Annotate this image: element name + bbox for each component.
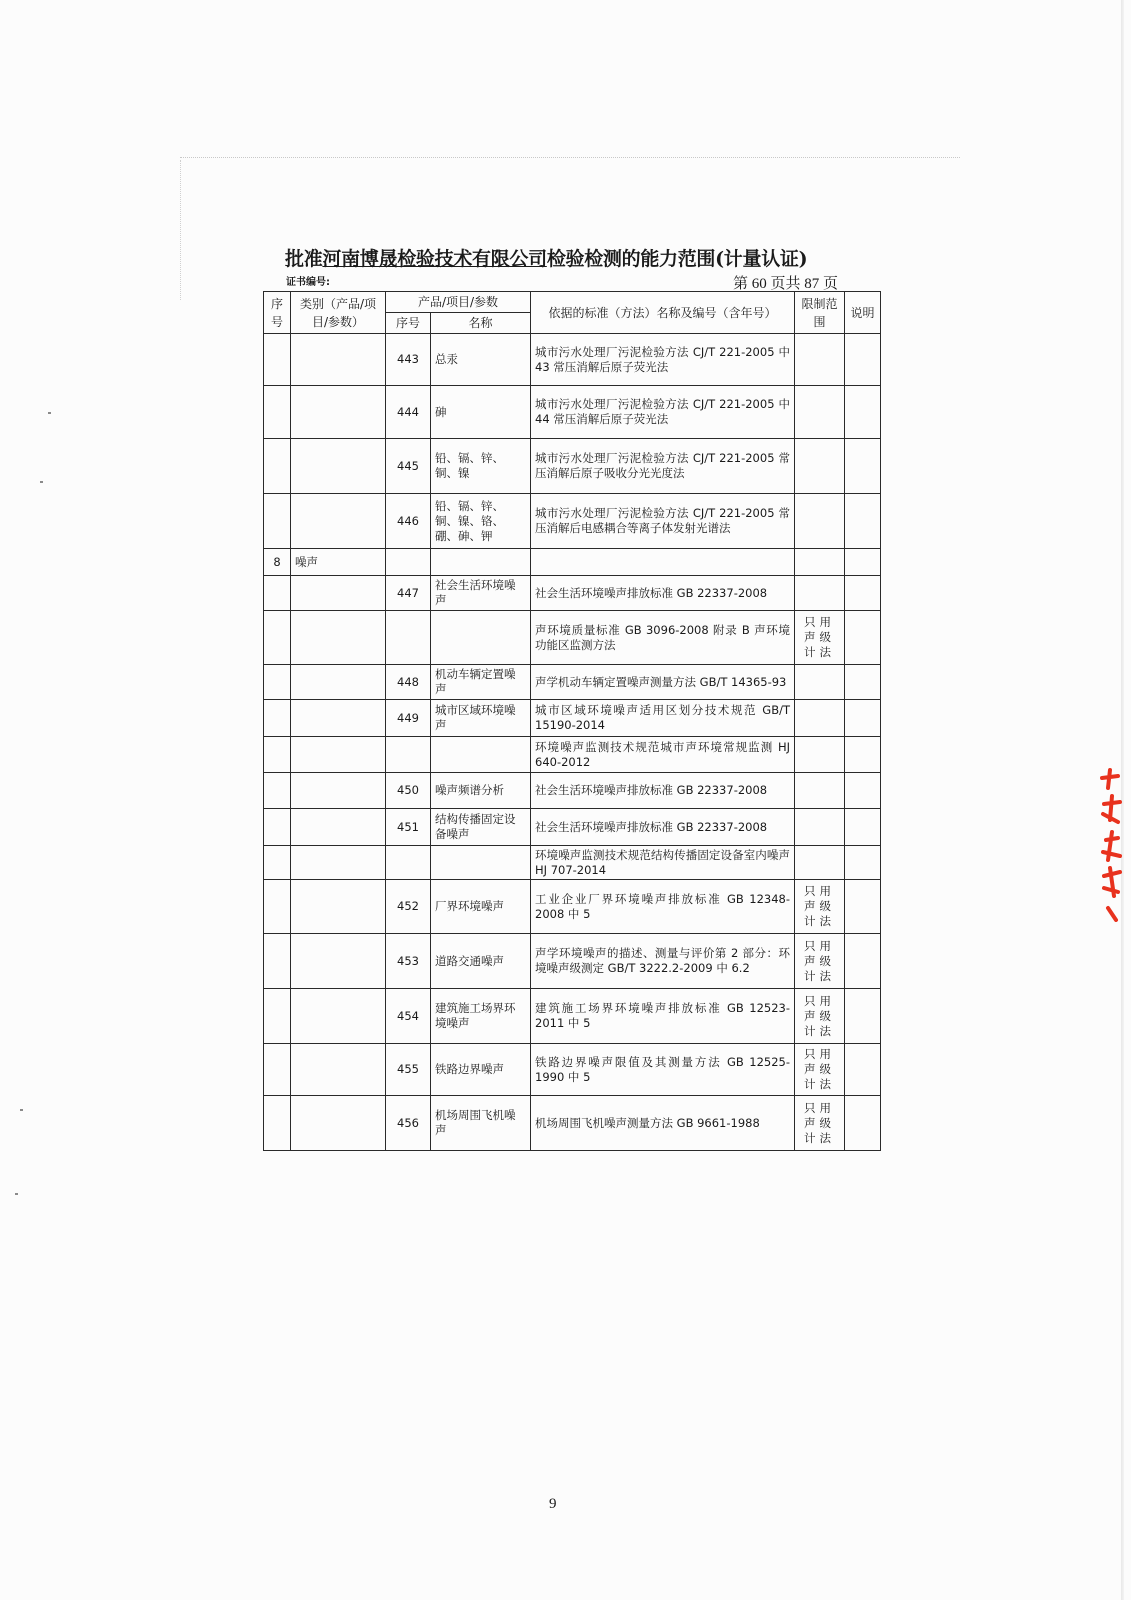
standard-cell: 建筑施工场界环境噪声排放标准 GB 12523-2011 中 5 — [531, 989, 795, 1044]
limit-cell — [795, 494, 845, 549]
note-cell — [845, 846, 881, 880]
note-cell — [845, 386, 881, 439]
item-name-cell: 铅、镉、锌、铜、镍、铬、硼、砷、钾 — [431, 494, 531, 549]
limit-cell: 只用声级计法 — [795, 1096, 845, 1151]
table-row — [264, 576, 881, 611]
table-row — [264, 700, 881, 737]
standard-cell: 城市污水处理厂污泥检验方法 CJ/T 221-2005 常压消解后电感耦合等离子体发射光谱法 — [531, 494, 795, 549]
scan-speck — [20, 1109, 23, 1111]
item-no-cell: 448 — [386, 665, 431, 700]
category-cell — [291, 846, 386, 880]
standard-cell: 城市污水处理厂污泥检验方法 CJ/T 221-2005 中 44 常压消解后原子荧光法 — [531, 386, 795, 439]
category-cell — [291, 737, 386, 773]
item-no-cell: 451 — [386, 809, 431, 846]
item-name-cell: 铁路边界噪声 — [431, 1044, 531, 1096]
table-row — [264, 989, 881, 1044]
scan-page-edge-left — [180, 160, 181, 300]
scan-speck — [48, 412, 51, 414]
table-row — [264, 611, 881, 665]
item-name-cell: 社会生活环境噪声 — [431, 576, 531, 611]
limit-cell: 只用声级计法 — [795, 611, 845, 665]
note-cell — [845, 665, 881, 700]
title-suffix: 检验检测的能力范围(计量认证) — [546, 248, 808, 270]
header-product-group: 产品/项目/参数 — [386, 292, 531, 313]
limit-cell: 只用声级计法 — [795, 934, 845, 989]
standard-cell: 城市污水处理厂污泥检验方法 CJ/T 221-2005 中 43 常压消解后原子荧光法 — [531, 334, 795, 386]
seq-cell — [264, 665, 291, 700]
scan-page-edge — [180, 157, 960, 158]
category-cell — [291, 773, 386, 809]
table-row — [264, 386, 881, 439]
seq-cell — [264, 494, 291, 549]
note-cell — [845, 494, 881, 549]
standard-cell: 社会生活环境噪声排放标准 GB 22337-2008 — [531, 809, 795, 846]
table-row — [264, 1096, 881, 1151]
title-prefix: 批准 — [285, 248, 323, 270]
company-name: 河南博晟检验技术有限公司 — [322, 248, 547, 270]
item-name-cell: 铅、镉、锌、铜、镍 — [431, 439, 531, 494]
header-item-name: 名称 — [431, 313, 531, 334]
standard-cell: 社会生活环境噪声排放标准 GB 22337-2008 — [531, 576, 795, 611]
limit-cell — [795, 846, 845, 880]
item-name-cell: 机动车辆定置噪声 — [431, 665, 531, 700]
limit-cell: 只用声级计法 — [795, 989, 845, 1044]
header-standard: 依据的标准（方法）名称及编号（含年号） — [531, 292, 795, 334]
item-no-cell: 449 — [386, 700, 431, 737]
red-seal-fragment — [1098, 762, 1124, 922]
item-name-cell: 建筑施工场界环境噪声 — [431, 989, 531, 1044]
item-no-cell — [386, 549, 431, 576]
table-row — [264, 934, 881, 989]
note-cell — [845, 439, 881, 494]
seq-cell — [264, 846, 291, 880]
seq-cell — [264, 576, 291, 611]
standard-cell: 城市污水处理厂污泥检验方法 CJ/T 221-2005 常压消解后原子吸收分光光度法 — [531, 439, 795, 494]
item-no-cell: 452 — [386, 880, 431, 934]
item-no-cell — [386, 611, 431, 665]
scan-speck — [40, 481, 43, 483]
item-no-cell: 450 — [386, 773, 431, 809]
note-cell — [845, 1096, 881, 1151]
seq-cell — [264, 809, 291, 846]
category-cell — [291, 1044, 386, 1096]
category-cell — [291, 386, 386, 439]
scope-table — [263, 291, 881, 1151]
seq-cell — [264, 737, 291, 773]
item-no-cell: 443 — [386, 334, 431, 386]
category-cell — [291, 1096, 386, 1151]
limit-cell — [795, 334, 845, 386]
table-row — [264, 846, 881, 880]
category-cell — [291, 880, 386, 934]
header-item-no: 序号 — [386, 313, 431, 334]
table-row — [264, 334, 881, 386]
note-cell — [845, 611, 881, 665]
item-name-cell: 道路交通噪声 — [431, 934, 531, 989]
item-name-cell — [431, 846, 531, 880]
category-cell — [291, 439, 386, 494]
note-cell — [845, 576, 881, 611]
seq-cell — [264, 700, 291, 737]
item-no-cell: 447 — [386, 576, 431, 611]
standard-cell: 机场周围飞机噪声测量方法 GB 9661-1988 — [531, 1096, 795, 1151]
header-seq: 序号 — [264, 292, 291, 334]
item-no-cell: 455 — [386, 1044, 431, 1096]
standard-cell: 声学环境噪声的描述、测量与评价第 2 部分：环境噪声级测定 GB/T 3222.2-2009 中 6.2 — [531, 934, 795, 989]
limit-cell — [795, 773, 845, 809]
item-name-cell: 噪声频谱分析 — [431, 773, 531, 809]
standard-cell: 环境噪声监测技术规范结构传播固定设备室内噪声 HJ 707-2014 — [531, 846, 795, 880]
item-no-cell: 444 — [386, 386, 431, 439]
seq-cell — [264, 934, 291, 989]
header-limit: 限制范围 — [795, 292, 845, 334]
table-row — [264, 773, 881, 809]
table-body — [264, 334, 881, 1151]
seq-cell — [264, 386, 291, 439]
table-row — [264, 1044, 881, 1096]
item-name-cell: 砷 — [431, 386, 531, 439]
standard-cell: 工业企业厂界环境噪声排放标准 GB 12348-2008 中 5 — [531, 880, 795, 934]
table-row — [264, 665, 881, 700]
scan-speck — [15, 1193, 18, 1195]
page-number: 9 — [549, 1496, 557, 1512]
header-note: 说明 — [845, 292, 881, 334]
note-cell — [845, 549, 881, 576]
category-cell — [291, 934, 386, 989]
item-name-cell — [431, 737, 531, 773]
category-cell: 噪声 — [291, 549, 386, 576]
limit-cell — [795, 549, 845, 576]
limit-cell — [795, 576, 845, 611]
seq-cell — [264, 989, 291, 1044]
item-name-cell: 结构传播固定设备噪声 — [431, 809, 531, 846]
category-cell — [291, 494, 386, 549]
certificate-number-label: 证书编号: — [286, 277, 330, 288]
limit-cell — [795, 700, 845, 737]
note-cell — [845, 934, 881, 989]
standard-cell: 城市区域环境噪声适用区划分技术规范 GB/T 15190-2014 — [531, 700, 795, 737]
note-cell — [845, 334, 881, 386]
item-no-cell: 454 — [386, 989, 431, 1044]
seq-cell — [264, 439, 291, 494]
note-cell — [845, 880, 881, 934]
item-no-cell: 446 — [386, 494, 431, 549]
limit-cell — [795, 386, 845, 439]
item-no-cell — [386, 846, 431, 880]
item-no-cell: 456 — [386, 1096, 431, 1151]
item-name-cell — [431, 611, 531, 665]
limit-cell: 只用声级计法 — [795, 880, 845, 934]
category-cell — [291, 989, 386, 1044]
standard-cell: 环境噪声监测技术规范城市声环境常规监测 HJ 640-2012 — [531, 737, 795, 773]
category-cell — [291, 576, 386, 611]
table-row — [264, 439, 881, 494]
limit-cell — [795, 809, 845, 846]
standard-cell: 声环境质量标准 GB 3096-2008 附录 B 声环境功能区监测方法 — [531, 611, 795, 665]
item-name-cell: 城市区域环境噪声 — [431, 700, 531, 737]
table-row — [264, 549, 881, 576]
item-no-cell: 453 — [386, 934, 431, 989]
limit-cell: 只用声级计法 — [795, 1044, 845, 1096]
seq-cell — [264, 1096, 291, 1151]
item-name-cell: 厂界环境噪声 — [431, 880, 531, 934]
category-cell — [291, 334, 386, 386]
category-cell — [291, 665, 386, 700]
standard-cell — [531, 549, 795, 576]
category-cell — [291, 809, 386, 846]
table-row — [264, 809, 881, 846]
standard-cell: 铁路边界噪声限值及其测量方法 GB 12525-1990 中 5 — [531, 1044, 795, 1096]
standard-cell: 声学机动车辆定置噪声测量方法 GB/T 14365-93 — [531, 665, 795, 700]
seq-cell — [264, 1044, 291, 1096]
note-cell — [845, 809, 881, 846]
table-row — [264, 494, 881, 549]
limit-cell — [795, 737, 845, 773]
item-no-cell: 445 — [386, 439, 431, 494]
item-name-cell: 总汞 — [431, 334, 531, 386]
standard-cell: 社会生活环境噪声排放标准 GB 22337-2008 — [531, 773, 795, 809]
document-title — [285, 244, 885, 271]
limit-cell — [795, 665, 845, 700]
seq-cell — [264, 880, 291, 934]
page-info: 第 60 页共 87 页 — [733, 276, 839, 292]
seq-cell — [264, 334, 291, 386]
seq-cell: 8 — [264, 549, 291, 576]
note-cell — [845, 1044, 881, 1096]
note-cell — [845, 700, 881, 737]
seq-cell — [264, 773, 291, 809]
item-name-cell — [431, 549, 531, 576]
note-cell — [845, 989, 881, 1044]
note-cell — [845, 773, 881, 809]
table-header-row — [264, 292, 881, 313]
note-cell — [845, 737, 881, 773]
table-row — [264, 880, 881, 934]
item-name-cell: 机场周围飞机噪声 — [431, 1096, 531, 1151]
limit-cell — [795, 439, 845, 494]
header-category: 类别（产品/项目/参数） — [291, 292, 386, 334]
table-row — [264, 737, 881, 773]
category-cell — [291, 700, 386, 737]
category-cell — [291, 611, 386, 665]
item-no-cell — [386, 737, 431, 773]
seq-cell — [264, 611, 291, 665]
